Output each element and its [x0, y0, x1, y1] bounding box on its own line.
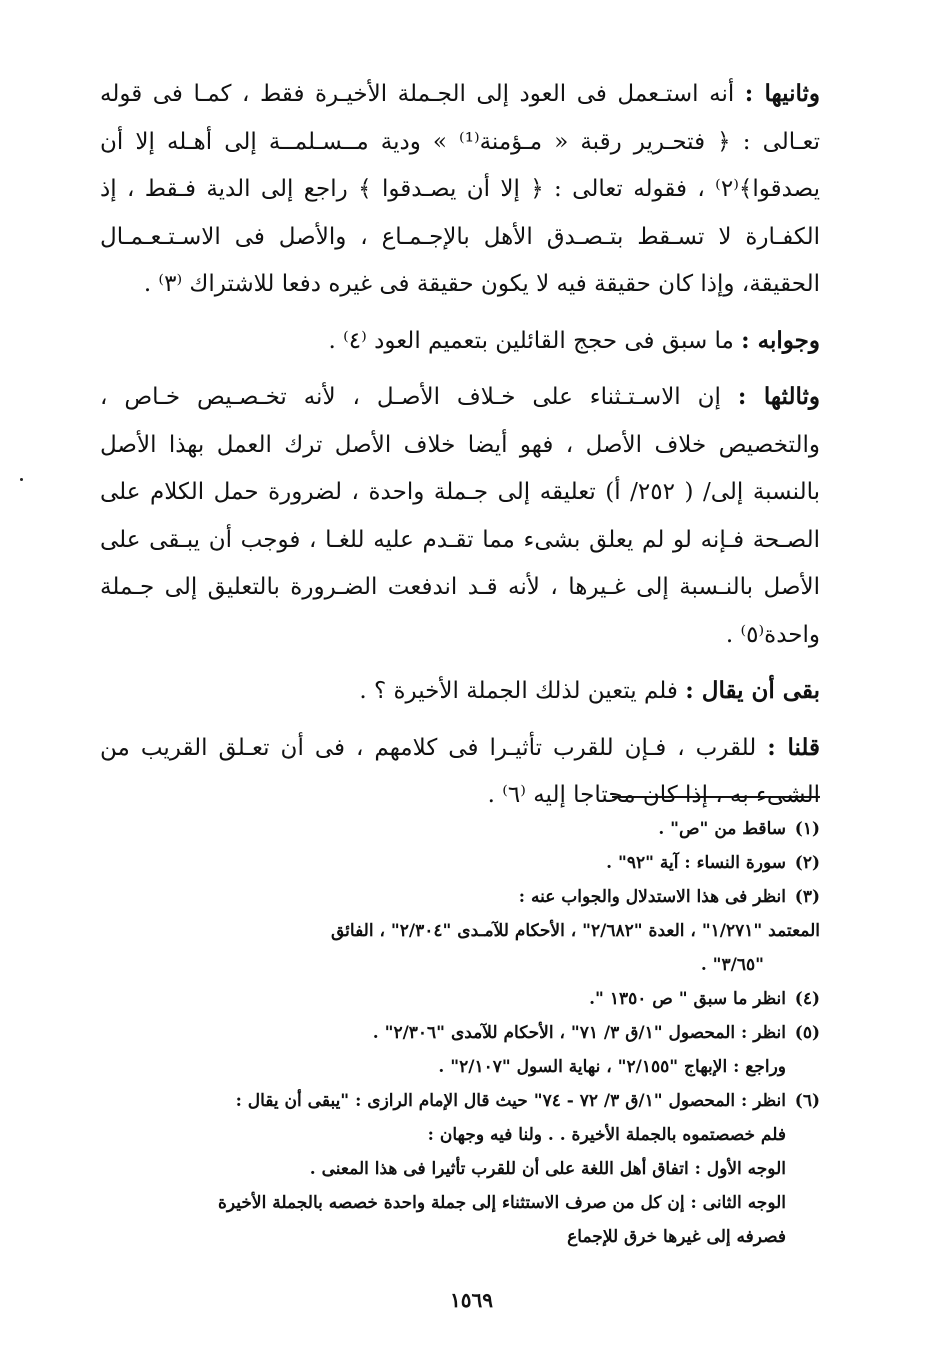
paragraph-lead: بقى أن يقال :	[685, 677, 820, 704]
footnote-2	[100, 846, 820, 880]
footnote-number: (٦)	[794, 1091, 820, 1111]
footnote-6-continuation: الوجه الأول : اتفاق أهل اللغة على أن للقرب تأثيرا فى هذا المعنى .	[309, 1159, 786, 1179]
paragraph-second-argument	[100, 70, 820, 309]
footnote-6-continuation: فصرفه إلى غيرها خرق للإجماع	[567, 1227, 786, 1247]
footnote-text: سورة النساء : آية "٩٢" .	[606, 853, 786, 873]
paragraph-text: إن الاسـتـثناء على خـلاف الأصـل ، لأنه تخـصـيص خـاص ، والتخصيص خلاف الأصل ، فهو أيضا خلاف الأصل ترك العمل بهذا الأصل بالنسبة إلى/ ( ٢٥٢/ أ) تعليقه إلى جـملة واحدة ، لضرورة حمل الكلام على الصـحة فـإنه لو لم يعلق بشىء مما تقـدم عليه للغـا ، فوجب أن يبـقى على الأصل بالنـسبة إلى غـيرها ، لأنه قـد اندفعت الضـرورة بالتعليق إلى جـملة واحدة⁽٥⁾ .	[100, 384, 821, 648]
scan-speck	[20, 478, 23, 481]
footnote-6-continuation: فلم خصصتموه بالجملة الأخيرة . . ولنا فيه وجهان :	[427, 1125, 786, 1145]
footnote-3-continuation: المعتمد "١/٢٧١" ، العدة "٢/٦٨٢" ، الأحكام للآمـدى "٢/٣٠٤" ، الفائق	[330, 921, 820, 941]
footnote-4	[100, 982, 820, 1016]
main-text	[100, 70, 820, 828]
footnote-number: (٣)	[794, 887, 820, 907]
paragraph-text: للقرب ، فـإن للقرب تأثيـرا فى كلامهم ، فى أن تعـلق القريب من الشىء به ، إذا كان محتاجا إليه ⁽٦⁾ .	[100, 734, 820, 808]
footnote-number: (٢)	[794, 853, 820, 873]
footnote-separator	[612, 796, 820, 798]
footnote-text: انظر : المحصول "١/ق ٣/ ٧١" ، الأحكام للآمدى "٢/٣٠٦" .	[372, 1023, 786, 1043]
paragraph-reply	[100, 724, 820, 820]
footnote-text: انظر فى هذا الاستدلال والجواب عنه :	[518, 887, 786, 907]
paragraph-lead: وثالثها :	[737, 383, 820, 410]
footnote-text: انظر : المحصول "١/ق ٣/ ٧٢ - ٧٤" حيث قال الإمام الرازى : "يبقى أن يقال :	[235, 1091, 786, 1111]
footnote-text: انظر ما سبق " ص ١٣٥٠ ".	[589, 989, 786, 1009]
footnote-5-continuation: وراجع : الإبهاج "٢/١٥٥" ، نهاية السول "٢/١٠٧" .	[438, 1057, 786, 1077]
footnote-number: (١)	[794, 819, 820, 839]
footnote-number: (٤)	[794, 989, 820, 1009]
footnote-3-continuation: "٣/٦٥" .	[700, 955, 764, 975]
footnote-1	[100, 812, 820, 846]
footnote-3	[100, 880, 820, 914]
paragraph-answer	[100, 317, 820, 366]
paragraph-text: أنه استـعمل فى العود إلى الجـملة الأخيـرة فقط ، كمـا فى قوله تعـالى : ﴿ فتحـرير رقبة « مـؤمنة⁽¹⁾ » ودية مــسـلمــة إلى أهـله إلا أن يصدقوا﴾⁽٢⁾ ، فقوله تعالى : ﴿ إلا أن يصـدقوا ﴾ راجع إلى الدية فـقط ، إذ الكفـارة لا تسـقط بتـصـدق الأهل بالإجـمـاع ، والأصل فى الاسـتـعـمـال الحقيقة، وإذا كان حقيقة فيه لا يكون حقيقة فى غيره دفعا للاشتراك ⁽٣⁾ .	[100, 81, 820, 297]
footnote-6-continuation: الوجه الثانى : إن كل من صرف الاستثناء إلى جملة واحدة خصصه بالجملة الأخيرة	[217, 1193, 786, 1213]
paragraph-lead: وثانيها :	[744, 80, 820, 107]
footnote-5	[100, 1016, 820, 1050]
paragraph-text: فلم يتعين لذلك الجملة الأخيرة ؟ .	[359, 678, 686, 704]
footnote-number: (٥)	[794, 1023, 820, 1043]
footnote-6	[100, 1084, 820, 1118]
paragraph-lead: قلنا :	[767, 733, 821, 761]
footnotes	[100, 812, 820, 1254]
page-number: ١٥٦٩	[450, 1288, 493, 1312]
paragraph-third-argument	[100, 373, 820, 659]
paragraph-objection	[100, 667, 820, 716]
paragraph-text: ما سبق فى حجج القائلين بتعميم العود ⁽٤⁾ .	[328, 327, 742, 354]
paragraph-lead: وجوابه :	[741, 326, 820, 354]
footnote-text: ساقط من "ص" .	[658, 819, 786, 839]
